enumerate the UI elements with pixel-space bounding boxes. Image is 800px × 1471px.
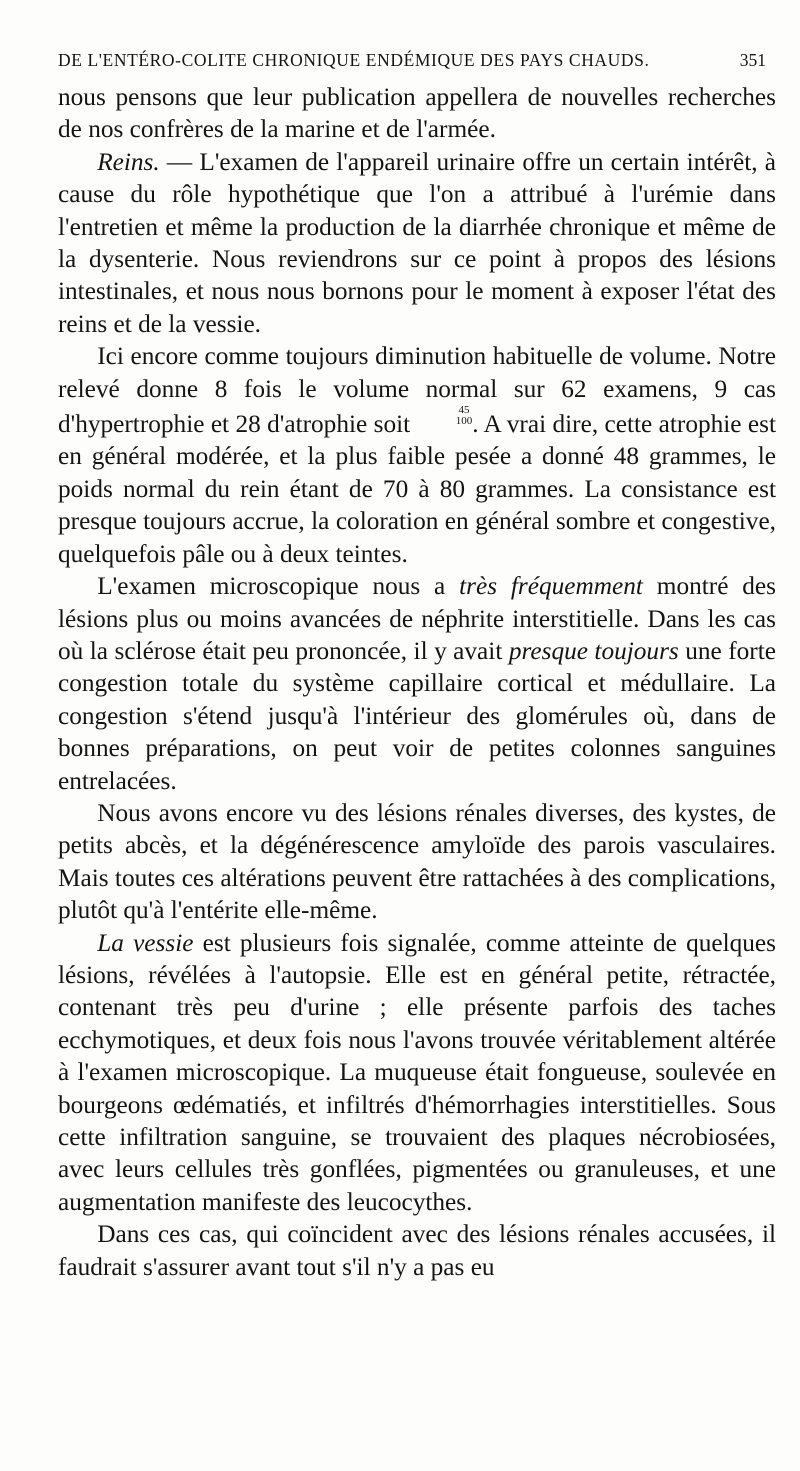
paragraph-final (58, 1218, 776, 1283)
emphasis-presque-toujours: presque toujours (508, 636, 679, 665)
body-text (58, 81, 776, 1283)
paragraph-text: Nous avons encore vu des lésions rénales diverses, des kystes, de petits abcès, et la dégénérescence amyloïde des parois vasculaires. Mais toutes ces altérations peuvent être rattachées à des complications, plutôt qu'à l'entérite elle-même. (58, 798, 776, 925)
paragraph-text: — L'examen de l'appareil urinaire offre un certain intérêt, à cause du rôle hypothétique que l'on a attribué à l'urémie dans l'entretien et même la production de la diarrhée chronique et même de la dysenterie. Nous reviendrons sur ce point à propos des lésions intestinales, et nous nous bornons pour le moment à exposer l'état des reins et de la vessie. (58, 147, 776, 338)
fraction-numerator: 45 (458, 404, 470, 417)
section-lead-reins: Reins. (97, 147, 160, 176)
page-number: 351 (739, 50, 766, 70)
running-title: DE L'ENTÉRO-COLITE CHRONIQUE ENDÉMIQUE DES PAYS CHAUDS. (58, 50, 650, 70)
fraction (417, 405, 473, 427)
paragraph-microscopy (58, 570, 776, 797)
paragraph-text: est plusieurs fois signalée, comme atteinte de quelques lésions, révélées à l'autopsie. Elle est en général petite, rétractée, contenant très peu d'urine ; elle présente parfois des taches ecchymotiques, et deux fois nous l'avons trouvée véritablement altérée à l'examen microscopique. La muqueuse était fongueuse, soulevée en bourgeons œdématiés, et infiltrés d'hémorrhagies interstitielles. Sous cette infiltration sanguine, se trouvaient des plaques nécrobiosées, avec leurs cellules très gonflées, pigmentées ou granuleuses, et une augmentation manifeste des leucocythes. (58, 928, 776, 1216)
emphasis-tres-frequemment: très fréquemment (459, 572, 643, 601)
paragraph-lesions (58, 797, 776, 927)
paragraph-reins (58, 146, 776, 340)
paragraph-text: nous pensons que leur publication appellera de nouvelles recherches de nos confrères de la marine et de l'armée. (58, 83, 776, 144)
fraction-denominator: 100 (455, 415, 473, 428)
paragraph-text: Ici encore comme toujours diminution habituelle de volume. Notre relevé donne 8 fois le volume normal sur 62 examens, 9 cas d'hypertrophie et 28 d'atrophie soit (58, 342, 776, 439)
paragraph-text: une forte congestion totale du système capillaire cortical et médullaire. La congestion s'étend jusqu'à l'intérieur des glomérules où, dans de bonnes préparations, on peut voir de petites colonnes sanguines entrelacées. (58, 636, 776, 795)
paragraph-text: Dans ces cas, qui coïncident avec des lésions rénales accusées, il faudrait s'assurer avant tout s'il n'y a pas eu (58, 1220, 776, 1281)
paragraph-vessie (58, 927, 776, 1219)
paragraph-text: . A vrai dire, cette atrophie est en général modérée, et la plus faible pesée a donné 48 grammes, le poids normal du rein étant de 70 à 80 grammes. La consistance est presque toujours accrue, la coloration en général sombre et congestive, quelquefois pâle ou à deux teintes. (58, 410, 776, 568)
paragraph-continuation (58, 81, 776, 146)
section-lead-vessie: La vessie (97, 928, 194, 957)
paragraph-text: montré des lésions plus ou moins avancées de néphrite interstitielle. Dans les cas où la sclérose était peu prononcée, il y avait (58, 572, 776, 665)
running-head (58, 50, 776, 71)
paragraph-text: L'examen microscopique nous a (97, 572, 460, 601)
paragraph-volume (58, 340, 776, 570)
